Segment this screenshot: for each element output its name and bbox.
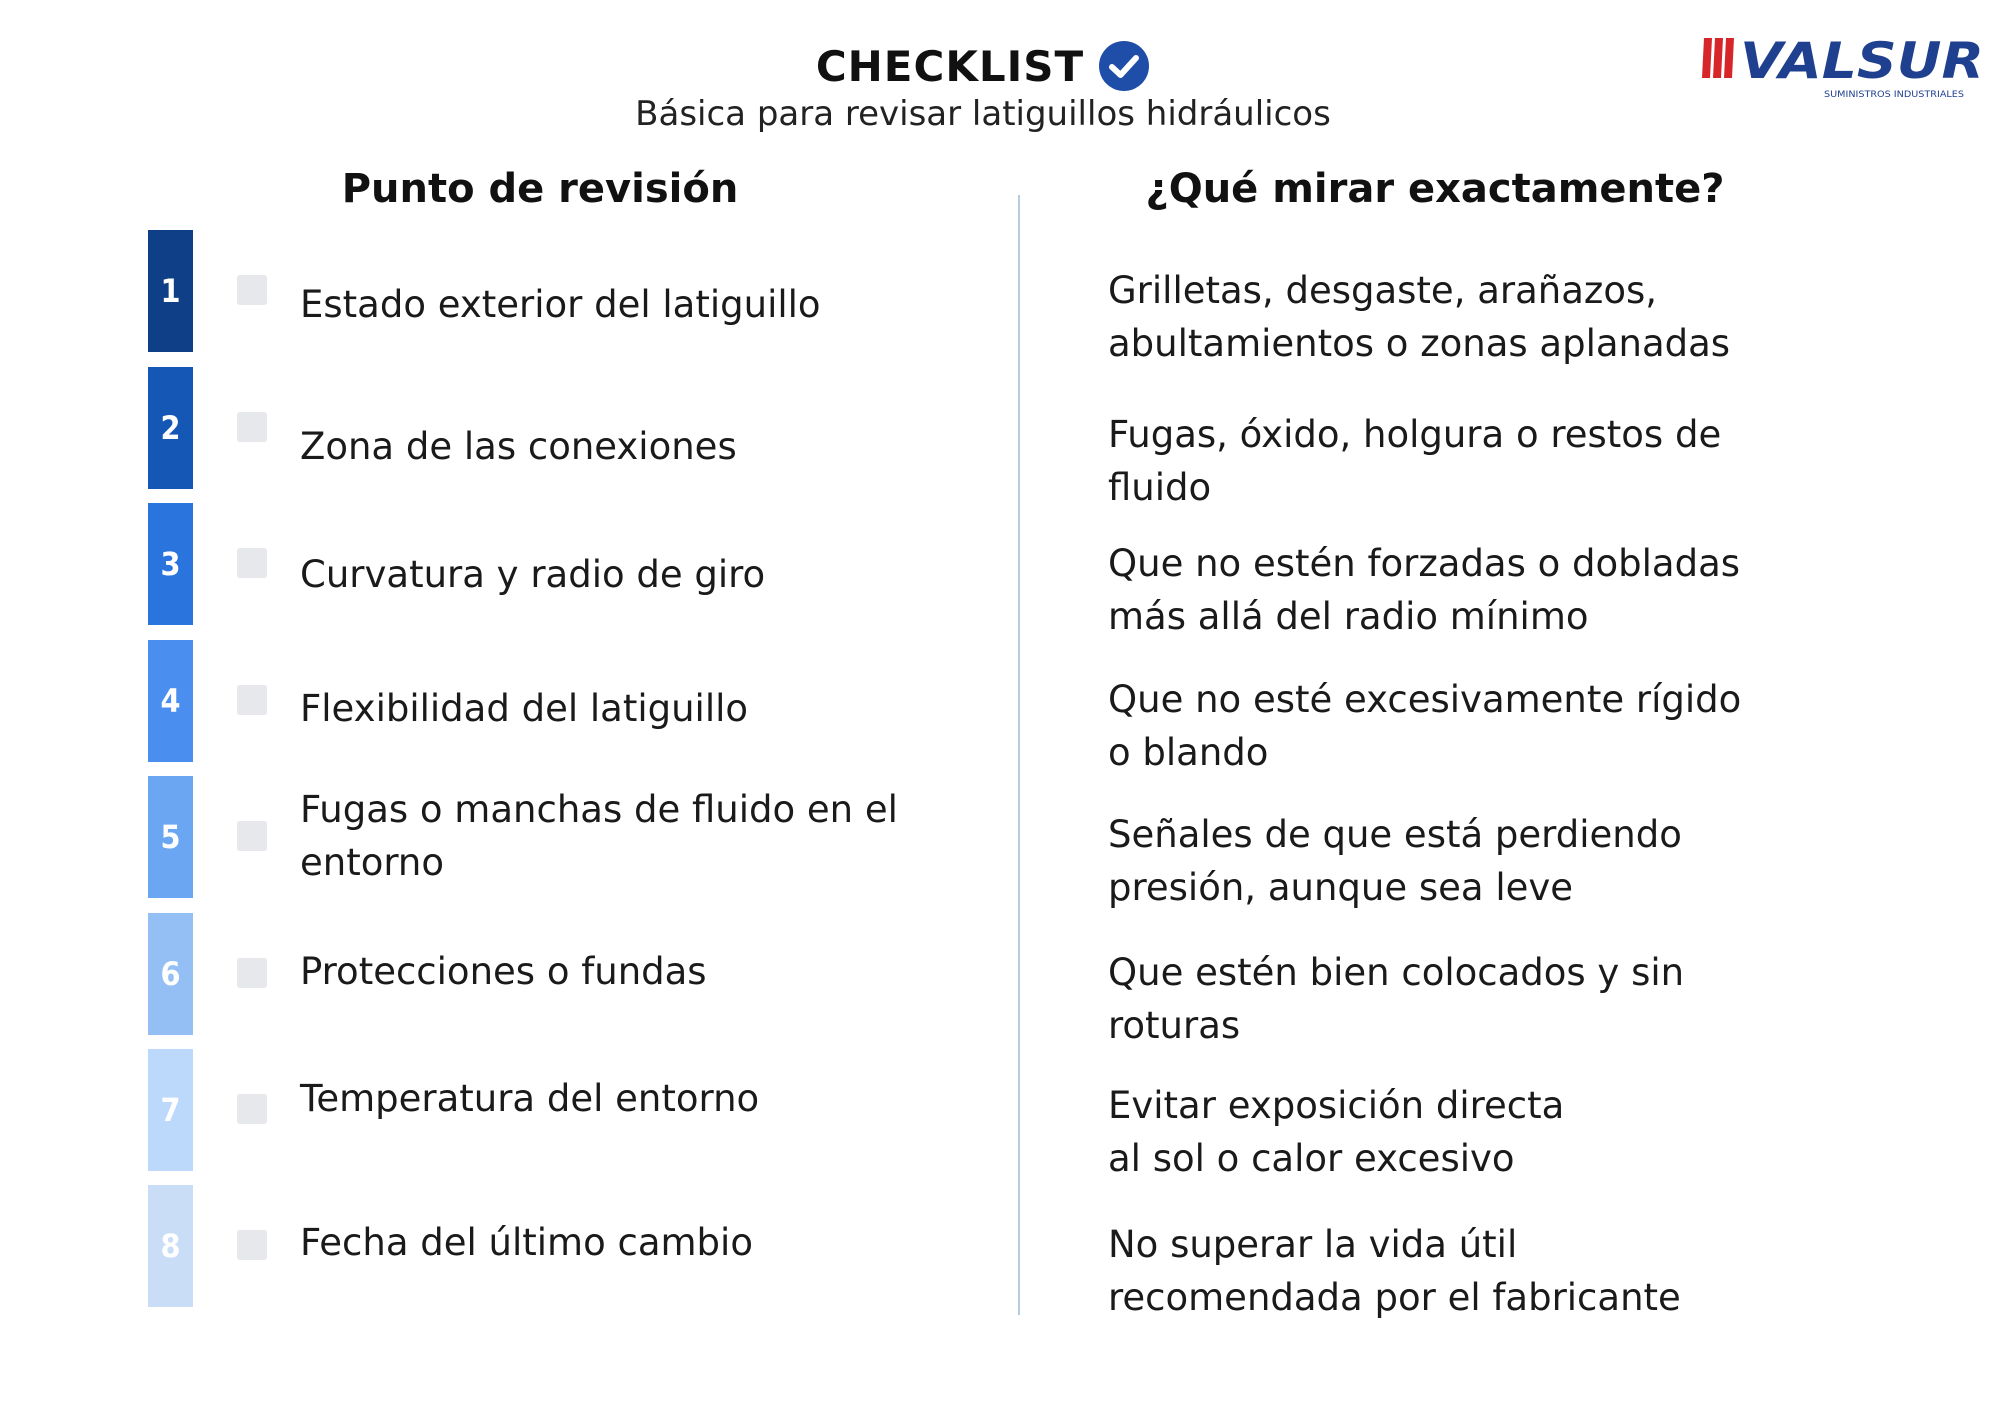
item-checkbox-8[interactable] [237, 1230, 267, 1260]
item-number-4: 4 [148, 640, 193, 762]
svg-text:SUMINISTROS INDUSTRIALES: SUMINISTROS INDUSTRIALES [1824, 90, 1965, 100]
item-detail-8: No superar la vida útil recomendada por el fabricante [1108, 1223, 1681, 1319]
item-point-1: Estado exterior del latiguillo [300, 283, 821, 326]
column-header-point: Punto de revisión [341, 166, 739, 212]
item-checkbox-3[interactable] [237, 548, 267, 578]
item-point-6: Protecciones o fundas [300, 950, 707, 993]
item-checkbox-2[interactable] [237, 412, 267, 442]
page-subtitle: Básica para revisar latiguillos hidráulicos [635, 94, 1331, 134]
page-title: CHECKLIST [815, 41, 1085, 91]
item-checkbox-7[interactable] [237, 1094, 267, 1124]
title-row [0, 40, 1966, 92]
valsur-logo [1700, 30, 1990, 110]
item-checkbox-1[interactable] [237, 275, 267, 305]
item-checkbox-4[interactable] [237, 685, 267, 715]
check-circle-icon [1098, 40, 1150, 92]
item-detail-5: Señales de que está perdiendo presión, aunque sea leve [1108, 813, 1682, 909]
item-number-3: 3 [148, 503, 193, 625]
item-point-7: Temperatura del entorno [300, 1077, 760, 1120]
item-number-7: 7 [148, 1049, 193, 1171]
item-checkbox-5[interactable] [237, 821, 267, 851]
item-point-3: Curvatura y radio de giro [300, 553, 766, 596]
column-divider [1018, 195, 1020, 1315]
item-detail-6: Que estén bien colocados y sin roturas [1108, 951, 1685, 1047]
item-detail-7: Evitar exposición directa al sol o calor excesivo [1108, 1084, 1565, 1180]
item-point-4: Flexibilidad del latiguillo [300, 687, 749, 730]
item-point-5: Fugas o manchas de fluido en el entorno [300, 788, 898, 884]
item-point-2: Zona de las conexiones [300, 425, 737, 468]
item-number-8: 8 [148, 1185, 193, 1307]
item-detail-4: Que no esté excesivamente rígido o blando [1108, 678, 1742, 774]
item-detail-1: Grilletas, desgaste, arañazos, abultamientos o zonas aplanadas [1108, 269, 1731, 365]
item-number-6: 6 [148, 913, 193, 1035]
item-point-8: Fecha del último cambio [300, 1221, 753, 1264]
item-number-5: 5 [148, 776, 193, 898]
item-number-1: 1 [148, 230, 193, 352]
item-number-2: 2 [148, 367, 193, 489]
column-header-detail: ¿Qué mirar exactamente? [1145, 166, 1725, 212]
item-detail-2: Fugas, óxido, holgura o restos de fluido [1108, 413, 1722, 509]
red-bars-icon [1702, 38, 1734, 78]
item-detail-3: Que no estén forzadas o dobladas más allá del radio mínimo [1108, 542, 1741, 638]
svg-text:VALSUR: VALSUR [1740, 32, 1984, 90]
item-checkbox-6[interactable] [237, 958, 267, 988]
